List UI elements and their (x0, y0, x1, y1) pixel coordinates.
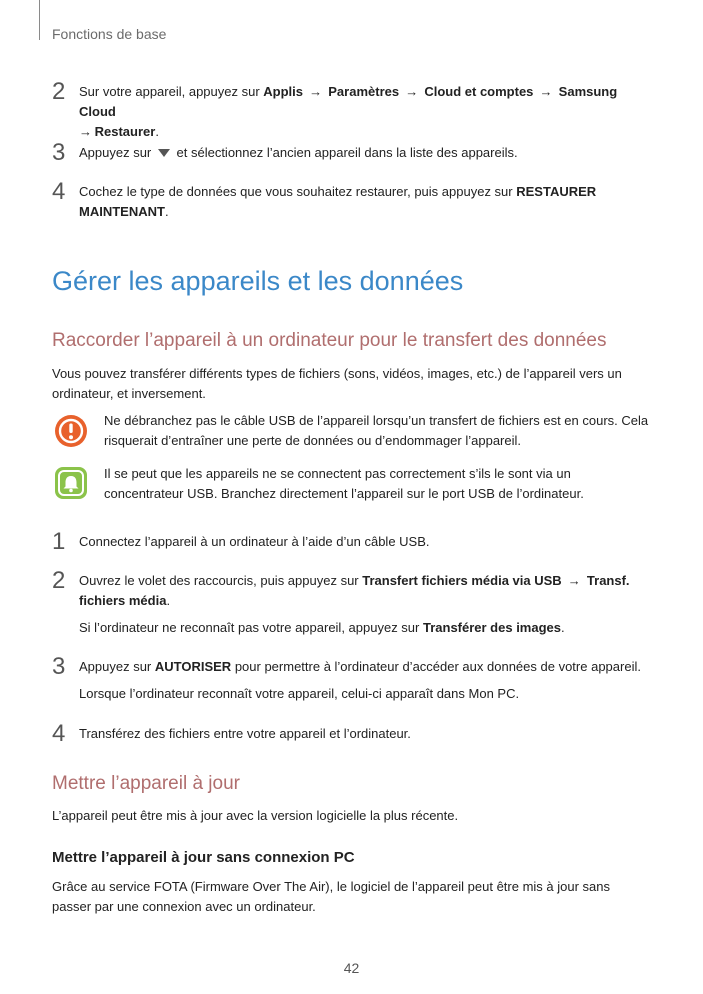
caution-icon (54, 414, 88, 448)
transfer-step-2-note: Si l’ordinateur ne reconnaît pas votre appareil, appuyez sur Transférer des images. (79, 620, 565, 635)
dropdown-arrow-icon (157, 148, 171, 158)
arrow-right-icon: → (79, 124, 92, 139)
step-text: Ouvrez le volet des raccourcis, puis appuyez sur Transfert fichiers média via USB → Transf. fichiers média. (79, 573, 630, 608)
menu-path-samsung-cloud: Samsung Cloud (79, 84, 618, 119)
step-number: 3 (52, 653, 66, 680)
step-text: Appuyez sur et sélectionnez l’ancien appareil dans la liste des appareils. (79, 145, 518, 160)
usb-transfer-option: Transfert fichiers média via USB (362, 573, 562, 588)
menu-path-cloud: Cloud et comptes (424, 84, 534, 99)
step-number: 4 (52, 720, 66, 747)
step-text: Sur votre appareil, appuyez sur Applis → Paramètres → Cloud et comptes → Samsung Cloud → Restaurer. (79, 82, 651, 142)
step-text: Connectez l’appareil à un ordinateur à l’aide d’un câble USB. (79, 534, 430, 549)
arrow-right-icon: → (539, 84, 553, 99)
step-number: 4 (52, 178, 66, 205)
step-text: Appuyez sur AUTORISER pour permettre à l’ordinateur d’accéder aux données de votre appareil. (79, 659, 641, 674)
step-number: 3 (52, 139, 66, 166)
subsection-title-transfer: Raccorder l’appareil à un ordinateur pour le transfert des données (52, 330, 607, 351)
transfer-media-option: Transf. fichiers média (79, 573, 630, 608)
step-number: 2 (52, 78, 66, 105)
update-intro: L’appareil peut être mis à jour avec la version logicielle la plus récente. (52, 808, 459, 823)
header-rule (39, 0, 40, 40)
arrow-right-icon: → (567, 573, 581, 588)
allow-option: AUTORISER (154, 659, 232, 674)
step-text: Cochez le type de données que vous souhaitez restaurer, puis appuyez sur RESTAURER MAINTENANT. (79, 184, 597, 219)
update-subtitle: Mettre l’appareil à jour sans connexion PC (52, 849, 355, 866)
caution-text: Ne débranchez pas le câble USB de l’appareil lorsqu’un transfert de fichiers est en cours. Cela risquerait d’entraîner une perte de données ou d’endommager l’appareil. (104, 413, 649, 448)
menu-path-parametres: Paramètres (328, 84, 400, 99)
transfer-intro: Vous pouvez transférer différents types de fichiers (sons, vidéos, images, etc.) de l’appareil vers un ordinateur, et inversement. (52, 366, 622, 401)
transfer-step-3-note: Lorsque l’ordinateur reconnaît votre appareil, celui-ci apparaît dans Mon PC. (79, 686, 520, 701)
note-icon (54, 466, 88, 500)
arrow-right-icon: → (405, 84, 419, 99)
page-number: 42 (343, 960, 360, 976)
section-title: Gérer les appareils et les données (52, 266, 464, 296)
menu-path-applis: Applis (263, 84, 304, 99)
subsection-title-update: Mettre l’appareil à jour (52, 773, 240, 794)
arrow-right-icon: → (309, 84, 323, 99)
menu-path-restaurer: Restaurer (94, 124, 156, 139)
update-fota-text: Grâce au service FOTA (Firmware Over The Air), le logiciel de l’appareil peut être mis à jour sans passer par une connexion avec un ordinateur. (52, 879, 611, 914)
step-text: Transférez des fichiers entre votre appareil et l’ordinateur. (79, 726, 411, 741)
step-number: 1 (52, 528, 66, 555)
note-text: Il se peut que les appareils ne se connectent pas correctement s’ils le sont via un concentrateur USB. Branchez directement l’appareil sur le port USB de l’ordinateur. (104, 466, 584, 501)
page-header: Fonctions de base (52, 26, 167, 42)
restore-now-label: RESTAURER MAINTENANT (79, 184, 597, 219)
transfer-images-option: Transférer des images (422, 620, 562, 635)
step-number: 2 (52, 567, 66, 594)
